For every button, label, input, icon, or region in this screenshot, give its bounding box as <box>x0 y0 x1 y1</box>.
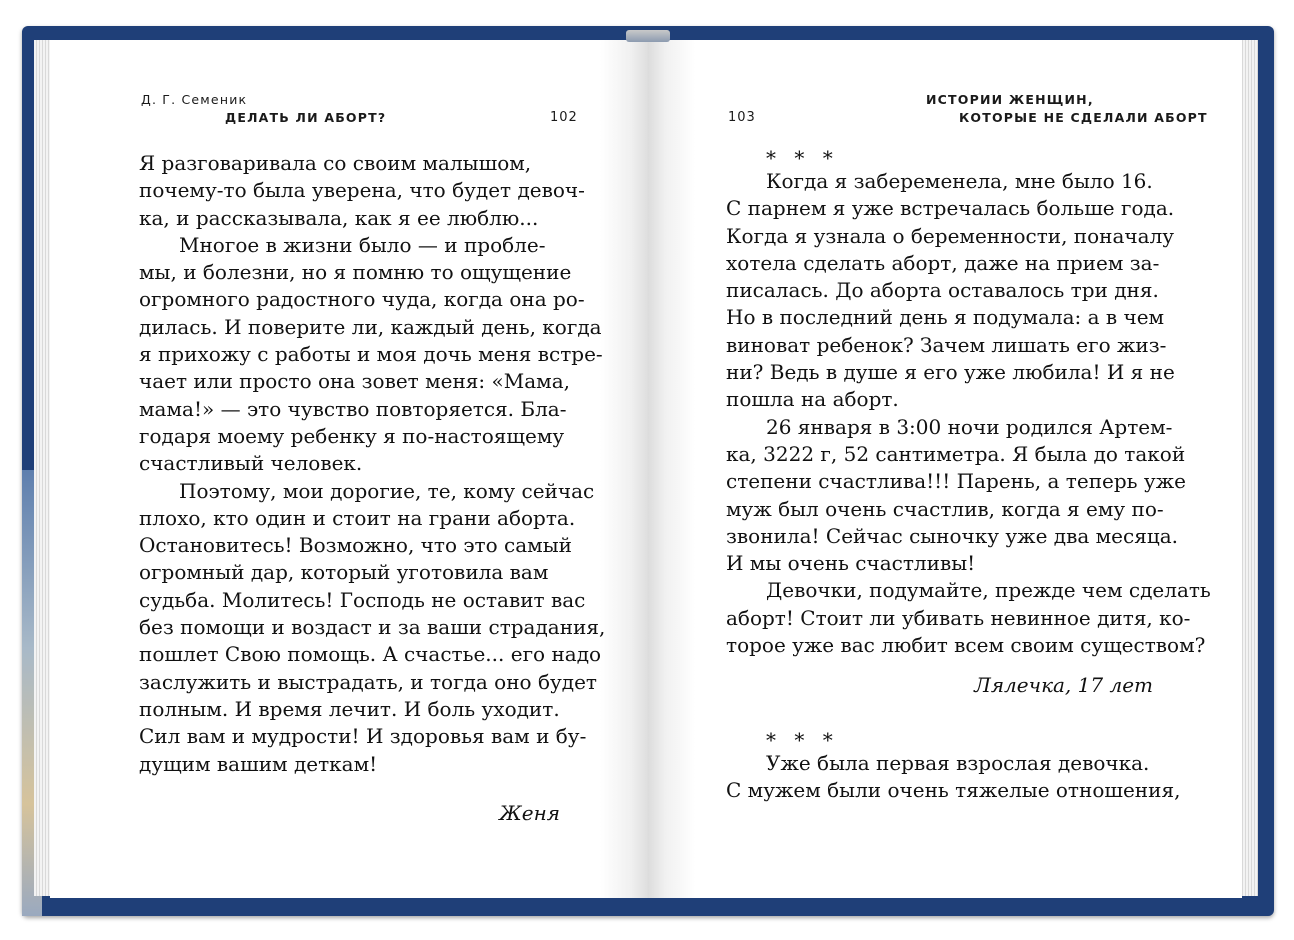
text-line: звонила! Сейчас сыночку уже два месяца. <box>726 523 1178 548</box>
text-line: виноват ребенок? Зачем лишать его жиз- <box>726 332 1167 357</box>
page-edges-right <box>1240 40 1258 896</box>
text-line: дущим вашим деткам! <box>139 751 378 776</box>
text-line: мы, и болезни, но я помню то ощущение <box>139 260 572 285</box>
text-line: мама!» — это чувство повторяется. Бла- <box>139 396 567 421</box>
text-line: полным. И время лечит. И боль уходит. <box>139 696 560 721</box>
text-line: пошла на аборт. <box>726 387 899 412</box>
text-line: С мужем были очень тяжелые отношения, <box>726 778 1181 803</box>
text-line: Уже была первая взрослая девочка. <box>766 751 1150 775</box>
text-line: Когда я забеременела, мне было 16. <box>766 169 1153 193</box>
text-line: годаря моему ребенку я по-настоящему <box>139 423 565 448</box>
text-line: без помощи и воздаст и за ваши страдания, <box>139 615 606 640</box>
text-line: Сил вам и мудрости! И здоровья вам и бу- <box>139 724 587 749</box>
running-header-author: Д. Г. Семеник <box>141 92 248 107</box>
text-line: почему-то была уверена, что будет девоч- <box>139 178 585 203</box>
text-line: Поэтому, мои дорогие, те, кому сейчас <box>179 478 595 503</box>
text-line: ка, и рассказывала, как я ее люблю... <box>139 205 539 230</box>
text-line: Когда я узнала о беременности, поначалу <box>726 223 1175 248</box>
signature-lyalechka: Лялечка, 17 лет <box>974 673 1153 697</box>
text-line: торое уже вас любит всем своим существом? <box>726 633 1206 658</box>
text-line: хотела сделать аборт, даже на прием за- <box>726 250 1160 275</box>
section-separator: * * * <box>766 146 839 170</box>
text-line: ка, 3222 г, 52 сантиметра. Я была до такой <box>726 441 1186 466</box>
left-page <box>50 40 648 898</box>
running-header-line1: ИСТОРИИ ЖЕНЩИН, <box>926 92 1094 107</box>
text-line: Остановитесь! Возможно, что это самый <box>139 533 572 558</box>
right-page-body <box>726 148 1211 659</box>
text-line: Девочки, подумайте, прежде чем сделать <box>766 578 1211 603</box>
running-header-title: ДЕЛАТЬ ЛИ АБОРТ? <box>225 110 387 125</box>
text-line: писалась. До аборта оставалось три дня. <box>726 278 1159 303</box>
section-separator: * * * <box>766 728 839 752</box>
text-line: ни? Ведь в душе я его уже любила! И я не <box>726 360 1175 385</box>
text-line: Но в последний день я подумала: а в чем <box>726 305 1165 330</box>
running-header-line2: КОТОРЫЕ НЕ СДЕЛАЛИ АБОРТ <box>959 110 1208 125</box>
text-line: муж был очень счастлив, когда я ему по- <box>726 496 1164 521</box>
text-line: огромного радостного чуда, когда она ро- <box>139 287 585 312</box>
spine-headband <box>626 30 670 42</box>
text-line: заслужить и выстрадать, и тогда оно будет <box>139 669 597 694</box>
right-page-body-story2 <box>726 730 1180 805</box>
text-line: чает или просто она зовет меня: «Мама, <box>139 369 570 394</box>
signature-zhenya: Женя <box>499 801 560 825</box>
right-page <box>648 40 1242 898</box>
page-number-left: 102 <box>550 110 578 125</box>
text-line: я прихожу с работы и моя дочь меня встре- <box>139 342 603 367</box>
text-line: пошлет Свою помощь. А счастье... его надо <box>139 642 602 667</box>
page-number-right: 103 <box>728 110 756 125</box>
text-line: 26 января в 3:00 ночи родился Артем- <box>766 414 1173 439</box>
text-line: счастливый человек. <box>139 451 363 476</box>
text-line: Многое в жизни было — и пробле- <box>179 232 546 257</box>
left-page-body <box>139 150 605 778</box>
text-line: аборт! Стоит ли убивать невинное дитя, ко- <box>726 605 1191 630</box>
text-line: Я разговаривала со своим малышом, <box>139 151 532 175</box>
text-line: огромный дар, который уготовила вам <box>139 560 549 585</box>
text-line: судьба. Молитесь! Господь не оставит вас <box>139 587 586 612</box>
text-line: плохо, кто один и стоит на грани аборта. <box>139 505 576 530</box>
text-line: дилась. И поверите ли, каждый день, когда <box>139 314 602 339</box>
text-line: И мы очень счастливы! <box>726 551 976 576</box>
text-line: С парнем я уже встречалась больше года. <box>726 196 1175 221</box>
text-line: степени счастлива!!! Парень, а теперь уже <box>726 469 1186 494</box>
